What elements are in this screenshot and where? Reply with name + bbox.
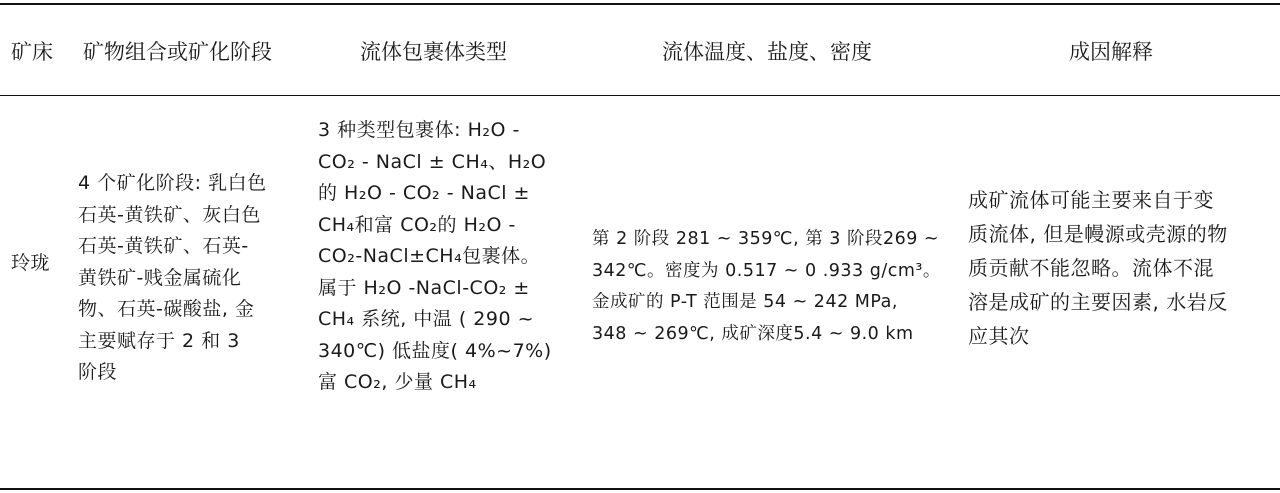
genesis-line: 溶是成矿的主要因素, 水岩反 [968, 290, 1228, 314]
fluid-line: 348 ~ 269℃, 成矿深度5.4 ~ 9.0 km [592, 323, 914, 344]
inclusion-line: CO₂ - NaCl ± CH₄、H₂O [318, 150, 547, 173]
inclusion-line: 3 种类型包裹体: H₂O - [318, 119, 520, 141]
genesis-line: 质贡献不能忽略。流体不混 [968, 256, 1214, 280]
inclusion-line: 属于 H₂O -NaCl-CO₂ ± [318, 276, 530, 299]
table-top-rule [0, 3, 1280, 5]
inclusion-line: CH₄和富 CO₂的 H₂O - [318, 213, 516, 236]
table-bottom-rule [0, 488, 1280, 490]
header-genesis: 成因解释 [1069, 40, 1153, 64]
mineral-line: 石英-黄铁矿、灰白色 [78, 203, 261, 226]
mineral-line: 物、石英-碳酸盐, 金 [78, 298, 255, 320]
fluid-line: 第 2 阶段 281 ~ 359℃, 第 3 阶段269 ~ [592, 229, 940, 249]
inclusion-line: 340℃) 低盐度( 4%~7%) [318, 339, 552, 362]
header-fluid-properties: 流体温度、盐度、密度 [662, 40, 872, 64]
mineral-line: 石英-黄铁矿、石英- [78, 235, 249, 257]
mineral-line: 阶段 [78, 361, 118, 383]
mineral-line: 4 个矿化阶段: 乳白色 [78, 172, 267, 194]
cell-deposit-name: 玲珑 [11, 252, 51, 274]
cell-inclusion-type [318, 115, 568, 399]
genesis-line: 应其次 [968, 324, 1030, 348]
inclusion-line: CO₂-NaCl±CH₄包裹体。 [318, 245, 541, 267]
genesis-line: 质流体, 但是幔源或壳源的物 [968, 222, 1228, 246]
mineral-line: 主要赋存于 2 和 3 [78, 329, 240, 352]
inclusion-line: 富 CO₂, 少量 CH₄ [318, 371, 477, 393]
header-mineral-assemblage: 矿物组合或矿化阶段 [83, 40, 272, 64]
cell-fluid-properties [592, 224, 944, 350]
header-deposit: 矿床 [11, 40, 53, 64]
fluid-line: 金成矿的 P-T 范围是 54 ~ 242 MPa, [592, 292, 898, 312]
mineral-line: 黄铁矿-贱金属硫化 [78, 266, 242, 289]
fluid-line: 342℃。密度为 0.517 ~ 0 .933 g/cm³。 [592, 260, 941, 281]
header-inclusion-type: 流体包裹体类型 [360, 40, 507, 64]
table-header-rule [0, 95, 1280, 96]
cell-genesis [968, 183, 1268, 353]
inclusion-line: CH₄ 系统, 中温 ( 290 ~ [318, 308, 535, 330]
genesis-line: 成矿流体可能主要来自于变 [968, 188, 1214, 212]
inclusion-line: 的 H₂O - CO₂ - NaCl ± [318, 182, 530, 204]
cell-mineral-assemblage [78, 168, 300, 389]
